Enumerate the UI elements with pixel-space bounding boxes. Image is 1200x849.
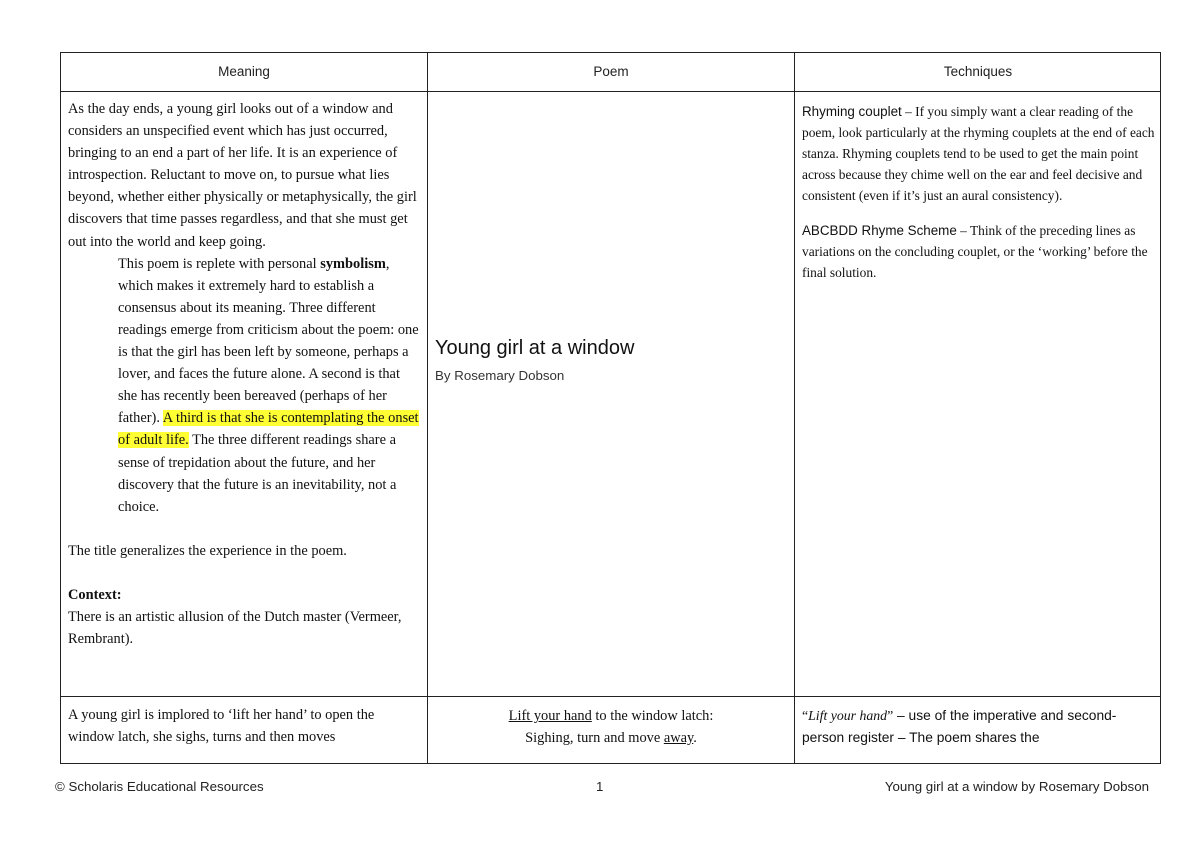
text-run: “ bbox=[802, 708, 809, 723]
italic-quote: Lift your hand bbox=[808, 708, 888, 723]
header-meaning: Meaning bbox=[218, 64, 270, 79]
text-run: The three different readings share a sense of trepidation about the future, and her discovery that the future is an inevitability, not a choice. bbox=[118, 432, 397, 515]
header-techniques: Techniques bbox=[943, 64, 1013, 79]
techniques-cell bbox=[802, 101, 1156, 691]
context-label: Context: bbox=[68, 586, 122, 603]
text-run: , which makes it extremely hard to establish a consensus about its meaning. Three different readings emerge from criticism about the poem: one is that the girl has been left by someone, perhaps a lover, and faces the future alone. A second is that she has recently been bereaved (perhaps of her father). bbox=[118, 255, 419, 427]
poem-heading bbox=[435, 337, 789, 383]
bold-term: symbolism bbox=[320, 255, 386, 272]
meaning-paragraph: As the day ends, a young girl looks out of a window and considers an unspecified event which has just occurred, bringing to an end a part of her life. It is an experience of introspection. Reluctant to move on, to pursue what lies beyond, whether either physically or metaphysically, the girl discovers that time passes regardless, and that she must get out into the world and keep going. bbox=[68, 101, 417, 250]
poem-lines bbox=[428, 705, 794, 763]
footer-page-number: 1 bbox=[596, 779, 604, 794]
row-divider bbox=[61, 696, 1160, 697]
footer-document-title: Young girl at a window by Rosemary Dobson bbox=[884, 779, 1149, 794]
technique-text: – Think of the preceding lines as variations on the concluding couplet, or the ‘working’ before the final solution. bbox=[802, 223, 1148, 280]
meaning-paragraph: The title generalizes the experience in the poem. bbox=[68, 542, 347, 559]
context-text: There is an artistic allusion of the Dutch master (Vermeer, Rembrant). bbox=[68, 608, 402, 648]
underlined-text: Lift your hand bbox=[508, 708, 592, 724]
text-run: ” bbox=[887, 708, 894, 723]
technique-label: ABCBDD Rhyme Scheme bbox=[802, 223, 957, 238]
technique-entry bbox=[802, 220, 1156, 283]
text-run: . bbox=[693, 730, 697, 746]
poem-title: Young girl at a window bbox=[435, 337, 635, 359]
technique-text: – use of the imperative and second-person register – The poem shares the bbox=[802, 708, 1117, 745]
technique-entry bbox=[802, 101, 1156, 206]
meaning-paragraph: A young girl is implored to ‘lift her hand’ to open the window latch, she sighs, turns and then moves bbox=[68, 707, 375, 746]
text-run: This poem is replete with personal bbox=[118, 255, 321, 272]
text-run: to the window latch: bbox=[591, 708, 714, 724]
column-divider bbox=[427, 53, 428, 763]
techniques-cell bbox=[802, 705, 1156, 763]
meaning-paragraph bbox=[68, 253, 422, 518]
technique-text: – If you simply want a clear reading of the poem, look particularly at the rhyming couplets at the end of each stanza. Rhyming couplets tend to be used to get the main point across because they chime well on the ear and feel decisive and consistent (even if it’s just an aural consistency). bbox=[802, 104, 1155, 203]
header-divider bbox=[61, 91, 1160, 92]
meaning-cell bbox=[68, 704, 422, 762]
footer-copyright: © Scholaris Educational Resources bbox=[55, 779, 264, 794]
technique-entry bbox=[802, 705, 1156, 749]
analysis-table bbox=[60, 52, 1161, 764]
text-run: Sighing, turn and move bbox=[525, 730, 664, 746]
column-divider bbox=[794, 53, 795, 763]
header-poem: Poem bbox=[593, 64, 629, 79]
poem-line bbox=[428, 705, 794, 727]
technique-label: Rhyming couplet bbox=[802, 104, 902, 119]
underlined-text: away bbox=[663, 730, 694, 746]
poem-line bbox=[428, 727, 794, 749]
highlighted-text: A third is that she is contemplating the onset of adult life. bbox=[118, 410, 419, 449]
meaning-cell bbox=[68, 98, 422, 694]
poem-author: By Rosemary Dobson bbox=[435, 368, 565, 383]
